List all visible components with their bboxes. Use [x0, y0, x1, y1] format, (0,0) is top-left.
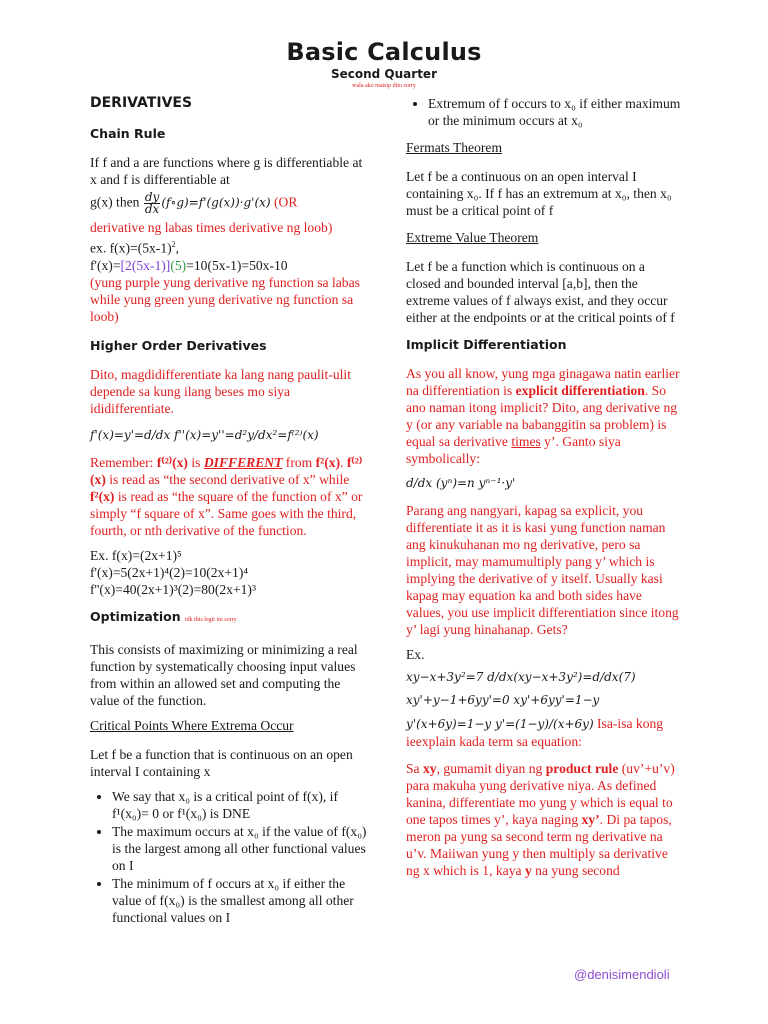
derivatives-heading: DERIVATIVES: [90, 95, 193, 111]
tiny-note: wala ako maisip dito sorry: [352, 83, 416, 89]
implicit-paragraph-1: As you all know, yung mga ginagawa natin earlier na differentiation is explicit differentiation. So ano naman itong implicit? Dito, ang derivative ng y (or any variable na babanggitin sa problem) is equal sa derivative times y’. Ganto siya symbolically:: [406, 366, 680, 466]
example-equation-2: xy'+y−1+6yy'=0 xy'+6yy'=1−y: [406, 693, 600, 707]
chain-rule-formula-line: g(x) then $\frac{dy}{dx}$ (f∘g)=f'(g(x))·g'(x) (OR: [90, 190, 298, 216]
critical-points-heading: Critical Points Where Extrema Occur: [90, 717, 294, 733]
chain-rule-heading: Chain Rule: [90, 126, 166, 141]
critical-points-paragraph: Let f be a function that is continuous on an open interval I containing x: [90, 746, 353, 779]
example-equation-3-line: y'(x+6y)=1−y y'=(1−y)/(x+6y) Isa-isa kong: [406, 716, 664, 731]
example2-line3: f''(x)=40(2x+1)³(2)=80(2x+1)³: [90, 581, 257, 597]
optimization-heading: Optimization idk this legit im sorry: [90, 608, 237, 624]
optimization-paragraph: This consists of maximizing or minimizing a real function by systematically choosing input values from within an allowed set and computing the value of the function.: [90, 641, 358, 708]
example-derivative: f'(x)=[2(5x-1)](5)=10(5x-1)=50x-10: [90, 257, 288, 273]
list-item: • The maximum occurs at x₀ if the value of f(x₀) is the largest among all other functional values on I: [112, 823, 372, 874]
list-item: • We say that x₀ is a critical point of f(x), if f¹(x₀)= 0 or f¹(x₀) is DNE: [112, 788, 372, 822]
example2-line1: Ex. f(x)=(2x+1)⁵: [90, 547, 182, 563]
evt-paragraph: Let f be a function which is continuous on a closed and bounded interval [a,b], then the extreme values of f always exist, and they occur either at the endpoints or at the critical points of f: [406, 259, 675, 325]
right-column: [406, 95, 682, 887]
example-equation-3: y'(x+6y)=1−y y'=(1−y)/(x+6y): [406, 717, 594, 731]
chain-rule-note: derivative ng labas times derivative ng loob): [90, 220, 333, 235]
extremum-list: [406, 95, 682, 129]
chain-rule-paragraph: If f and a are functions where g is differentiable at x and f is differentiable at: [90, 155, 363, 187]
implicit-paragraph-2: Parang ang nangyari, kapag sa explicit, you differentiate it as it is kasi yung function naman ang kinukuhanan mo ng derivative, pero sa implicit, may mamumultiply pang y’ which is implying the derivative of y itself. Usually kasi kapag may equation ka and both sides have values, you use implicit differentiation since itong y’ lagi yung hinahanap. Gets?: [406, 503, 679, 637]
fermat-heading: Fermats Theorem: [406, 140, 503, 155]
evt-heading: Extreme Value Theorem: [406, 230, 539, 245]
implicit-heading: Implicit Differentiation: [406, 337, 567, 352]
remember-paragraph: Remember: f⁽²⁾(x) is DIFFERENT from f²(x). f⁽²⁾(x) is read as “the second derivative of x” while f²(x) is read as “the square of the function of x” or simply “f square of x”. Same goes with the third, fourth, or nth derivative of the function.: [90, 454, 363, 538]
example-label: Ex.: [406, 647, 425, 662]
critical-points-list: [90, 788, 372, 926]
higher-order-paragraph: Dito, magdidifferentiate ka lang nang paulit-ulit depende sa kung ilang beses mo siya ididifferentiate.: [90, 366, 351, 416]
list-item: • Extremum of f occurs to x₀ if either maximum or the minimum occurs at x₀: [428, 95, 682, 129]
dy-dx-fraction: $\frac{dy}{dx}$: [144, 190, 160, 216]
chain-rule-formula: (f∘g)=f'(g(x))·g'(x): [161, 195, 271, 210]
left-column: [90, 95, 372, 927]
example2-line2: f'(x)=5(2x+1)⁴(2)=10(2x+1)⁴: [90, 564, 249, 580]
product-rule-paragraph: Sa xy, gumamit diyan ng product rule (uv’+u’v) para makuha yung derivative niya. As defined kanina, differentiate mo yung y which is equal to one tapos times y’, kaya naging xy’. Di pa tapos, meron pa yung sa second term ng derivative na u’v. Maiiwan yung y then multiply sa derivative ng x which is 1, kaya y na yung second: [406, 761, 675, 878]
page-title: Basic Calculus: [286, 38, 482, 66]
list-item: • The minimum of f occurs at x₀ if either the value of f(x₀) is the smallest among all other functional values on I: [112, 875, 372, 926]
example-equation-1: xy−x+3y²=7 d/dx(xy−x+3y²)=d/dx(7): [406, 670, 636, 684]
example-line: ex. $f(x)=(5x-1)^2$,: [90, 240, 180, 256]
author-handle: @denisimendioli: [574, 967, 670, 982]
example-note: ieexplain kada term sa equation:: [406, 734, 582, 749]
implicit-formula: d/dx (yⁿ)=n yⁿ⁻¹·y': [406, 476, 516, 490]
page-subtitle: Second Quarter: [330, 67, 437, 81]
example-note: (yung purple yung derivative ng function sa labas while yung green yung derivative ng function sa loob): [90, 274, 360, 324]
fermat-paragraph: Let f be a continuous on an open interval I containing x₀. If f has an extremum at x₀, then x₀ must be a critical point of f: [406, 169, 672, 218]
higher-order-formula: f'(x)=y'=d/dx f''(x)=y''=d²y/dx²=f⁽²⁾(x): [90, 427, 319, 442]
higher-order-heading: Higher Order Derivatives: [90, 337, 267, 353]
